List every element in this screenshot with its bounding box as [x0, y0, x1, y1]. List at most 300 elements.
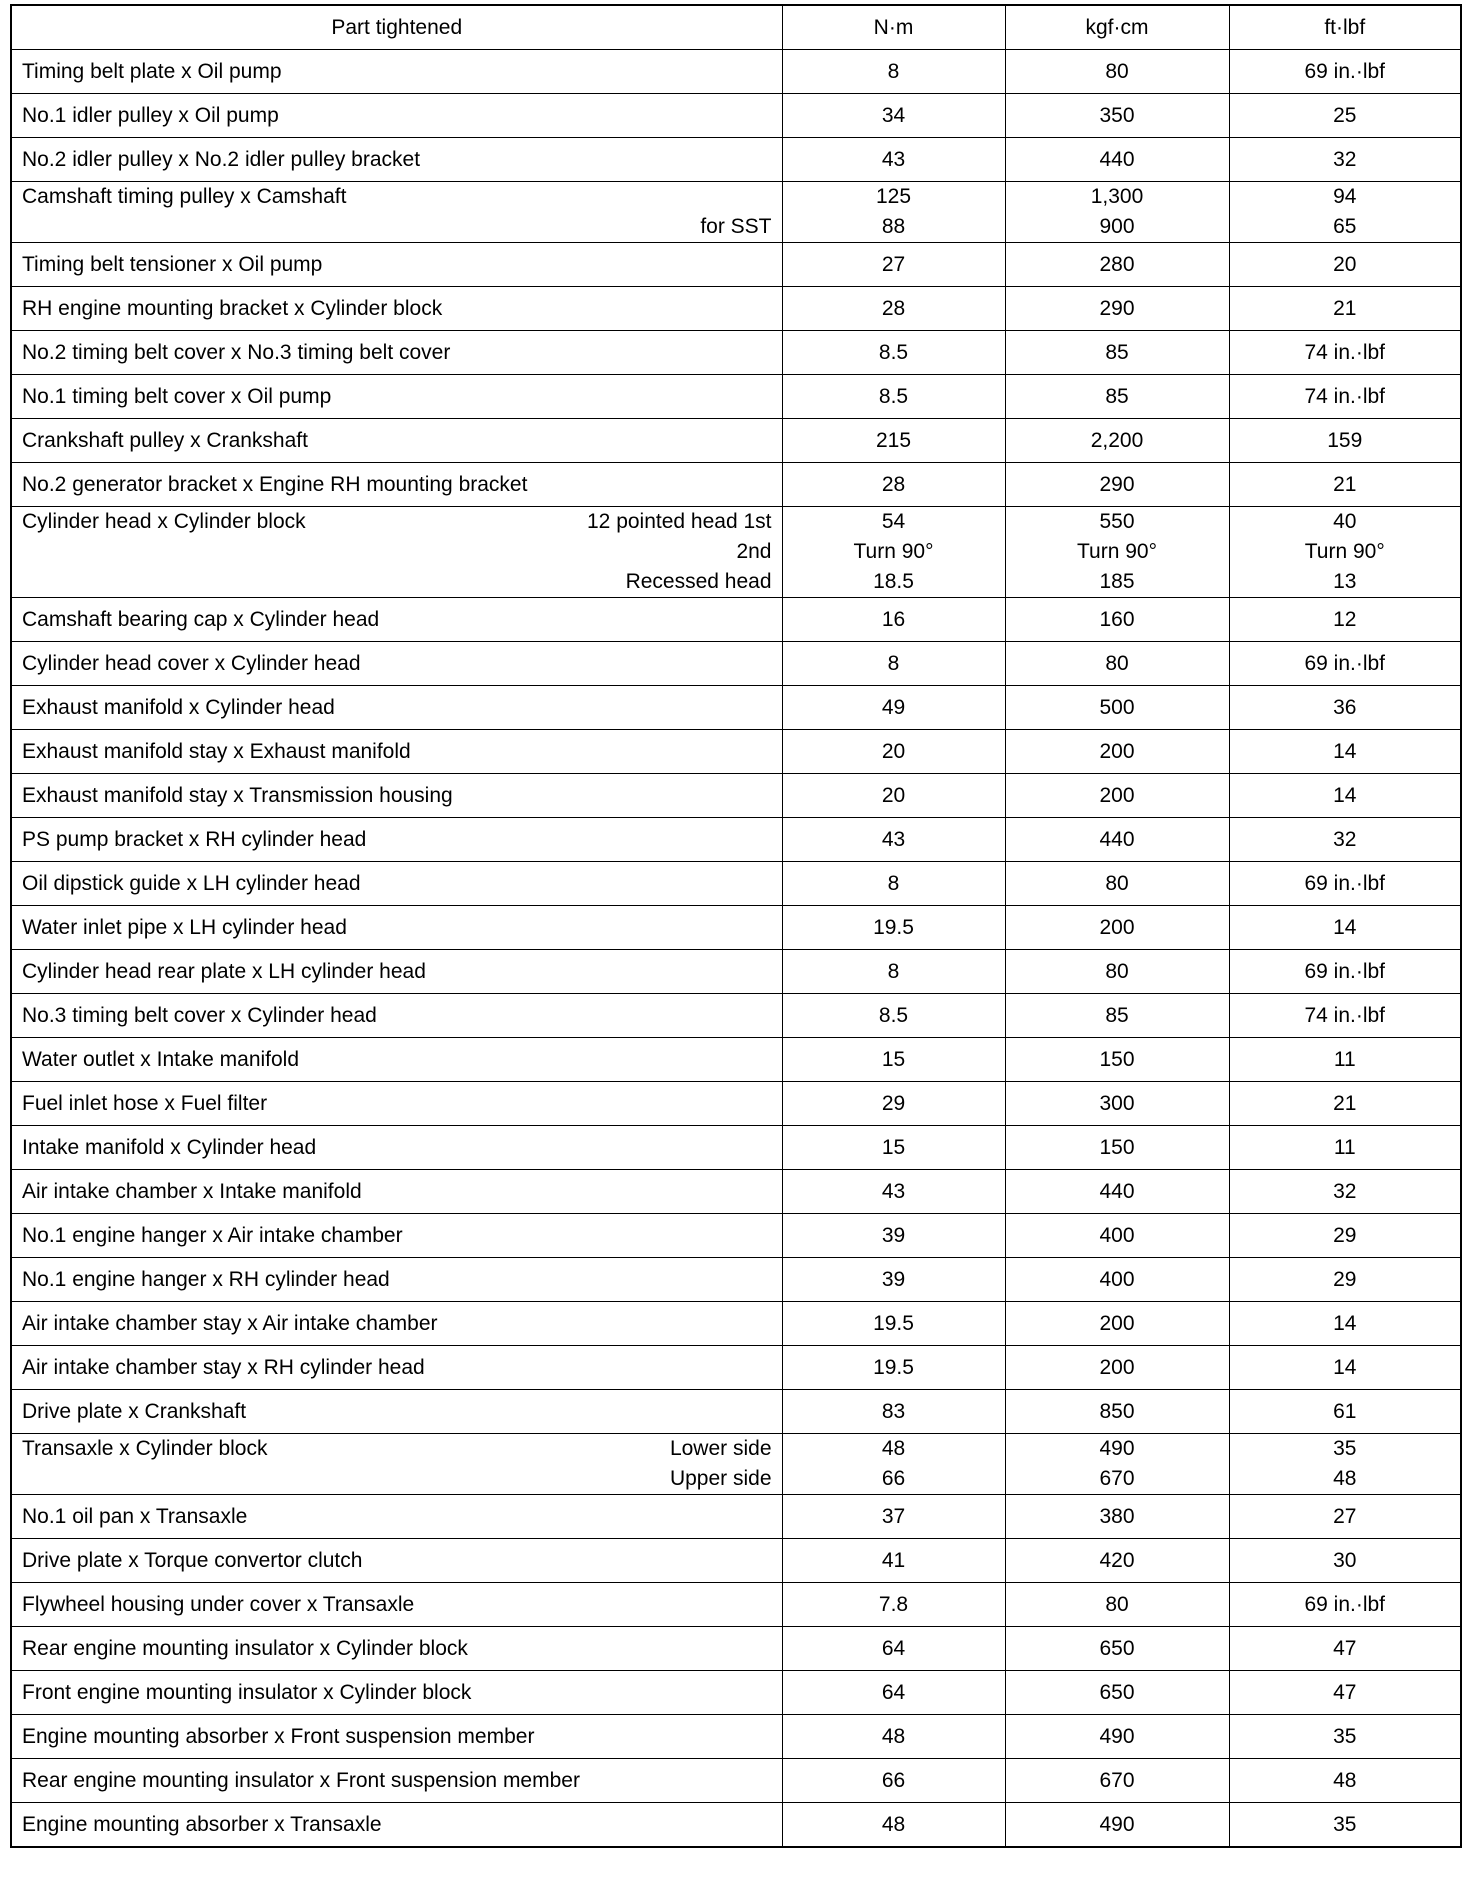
kgf-cm-value-cell [1005, 994, 1229, 1038]
nm-value-cell [782, 463, 1005, 507]
nm-value-cell [782, 1302, 1005, 1346]
table-row [11, 331, 1461, 375]
kgf-cm-value-cell [1005, 1583, 1229, 1627]
part-condition: Lower side [669, 1437, 772, 1460]
ft-lbf-value-cell [1229, 1803, 1461, 1848]
part-tightened-cell [11, 243, 782, 287]
nm-value: 41 [881, 1549, 906, 1572]
nm-value-cell [782, 1126, 1005, 1170]
kgf-cm-value: 500 [1099, 696, 1135, 719]
ft-lbf-value: 11 [1333, 1136, 1356, 1159]
ft-lbf-value: 21 [1333, 473, 1357, 496]
kgf-cm-value-cell [1005, 94, 1229, 138]
part-label: No.2 generator bracket x Engine RH mounting bracket [22, 473, 528, 496]
nm-value: 88 [881, 215, 906, 238]
part-tightened-cell [11, 50, 782, 94]
ft-lbf-value-cell [1229, 243, 1461, 287]
nm-value-cell [782, 243, 1005, 287]
nm-value: 215 [875, 429, 912, 452]
kgf-cm-value: 200 [1099, 740, 1135, 763]
nm-value-cell [782, 642, 1005, 686]
kgf-cm-value: 420 [1099, 1549, 1135, 1572]
nm-value: 48 [881, 1437, 906, 1460]
kgf-cm-value: 200 [1099, 784, 1135, 807]
ft-lbf-value-cell [1229, 730, 1461, 774]
table-row [11, 1302, 1461, 1346]
table-row [11, 818, 1461, 862]
ft-lbf-value: 47 [1333, 1681, 1357, 1704]
ft-lbf-value: 27 [1333, 1505, 1357, 1528]
part-label: No.2 timing belt cover x No.3 timing belt cover [22, 341, 451, 364]
part-label: Cylinder head rear plate x LH cylinder head [22, 960, 426, 983]
kgf-cm-value-cell [1005, 182, 1229, 243]
nm-value: Turn 90° [853, 540, 934, 563]
part-tightened-cell [11, 463, 782, 507]
kgf-cm-value-cell [1005, 906, 1229, 950]
nm-value-cell [782, 287, 1005, 331]
kgf-cm-value-cell [1005, 598, 1229, 642]
nm-value: 125 [875, 185, 912, 208]
table-row [11, 1082, 1461, 1126]
part-tightened-cell [11, 1759, 782, 1803]
ft-lbf-value: 35 [1333, 1813, 1357, 1836]
kgf-cm-value: 85 [1105, 1004, 1129, 1027]
kgf-cm-value: 80 [1105, 652, 1129, 675]
nm-value: 66 [881, 1769, 906, 1792]
table-row [11, 1170, 1461, 1214]
kgf-cm-value: 440 [1099, 1180, 1135, 1203]
table-row [11, 1715, 1461, 1759]
kgf-cm-value: 80 [1105, 1593, 1129, 1616]
ft-lbf-value: 65 [1333, 215, 1357, 238]
table-row [11, 862, 1461, 906]
part-label: No.1 engine hanger x Air intake chamber [22, 1224, 403, 1247]
table-row [11, 375, 1461, 419]
ft-lbf-value: 69 in.·lbf [1304, 652, 1386, 675]
part-line [22, 537, 772, 567]
part-label: Air intake chamber stay x Air intake chamber [22, 1312, 438, 1335]
table-row [11, 419, 1461, 463]
ft-lbf-value-cell [1229, 1302, 1461, 1346]
nm-value-cell [782, 950, 1005, 994]
part-tightened-cell [11, 331, 782, 375]
header-ft-lbf: ft·lbf [1229, 5, 1461, 50]
ft-lbf-value-cell [1229, 818, 1461, 862]
part-tightened-cell [11, 686, 782, 730]
nm-value: 7.8 [878, 1593, 909, 1616]
nm-value: 48 [881, 1813, 906, 1836]
kgf-cm-value-cell [1005, 243, 1229, 287]
kgf-cm-value: 185 [1099, 570, 1135, 593]
nm-value-cell [782, 686, 1005, 730]
kgf-cm-value-cell [1005, 287, 1229, 331]
kgf-cm-value-cell [1005, 419, 1229, 463]
part-label: Exhaust manifold x Cylinder head [22, 696, 335, 719]
kgf-cm-value-cell [1005, 1082, 1229, 1126]
nm-value-cell [782, 507, 1005, 598]
kgf-cm-value-cell [1005, 463, 1229, 507]
ft-lbf-value-cell [1229, 507, 1461, 598]
ft-lbf-value: 35 [1333, 1725, 1357, 1748]
kgf-cm-value: 350 [1099, 104, 1135, 127]
part-condition: Upper side [669, 1467, 772, 1490]
nm-value-cell [782, 138, 1005, 182]
table-row [11, 463, 1461, 507]
kgf-cm-value-cell [1005, 1627, 1229, 1671]
table-row [11, 730, 1461, 774]
ft-lbf-value: 20 [1333, 253, 1357, 276]
table-row [11, 1495, 1461, 1539]
part-label: Cylinder head cover x Cylinder head [22, 652, 361, 675]
part-tightened-cell [11, 1495, 782, 1539]
table-row [11, 1434, 1461, 1495]
table-row [11, 774, 1461, 818]
part-tightened-cell [11, 287, 782, 331]
kgf-cm-value-cell [1005, 950, 1229, 994]
kgf-cm-value: 85 [1105, 341, 1129, 364]
nm-value: 8 [887, 60, 900, 83]
part-label: PS pump bracket x RH cylinder head [22, 828, 367, 851]
nm-value-cell [782, 1346, 1005, 1390]
kgf-cm-value: 1,300 [1090, 185, 1144, 208]
kgf-cm-value-cell [1005, 818, 1229, 862]
nm-value-cell [782, 1671, 1005, 1715]
nm-value: 43 [881, 148, 906, 171]
part-label: No.2 idler pulley x No.2 idler pulley bracket [22, 148, 421, 171]
part-label: RH engine mounting bracket x Cylinder block [22, 297, 443, 320]
nm-value-cell [782, 1539, 1005, 1583]
kgf-cm-value-cell [1005, 331, 1229, 375]
ft-lbf-value: 21 [1333, 297, 1357, 320]
ft-lbf-value: 69 in.·lbf [1304, 960, 1386, 983]
nm-value: 8 [887, 652, 900, 675]
table-row [11, 1671, 1461, 1715]
table-row [11, 1038, 1461, 1082]
part-tightened-cell [11, 906, 782, 950]
torque-spec-table [10, 4, 1462, 1848]
ft-lbf-value: 74 in.·lbf [1304, 341, 1386, 364]
part-label: Crankshaft pulley x Crankshaft [22, 429, 308, 452]
header-nm: N·m [782, 5, 1005, 50]
nm-value: 15 [881, 1136, 906, 1159]
ft-lbf-value: 74 in.·lbf [1304, 385, 1386, 408]
table-row [11, 1258, 1461, 1302]
kgf-cm-value-cell [1005, 1258, 1229, 1302]
ft-lbf-value: 11 [1333, 1048, 1356, 1071]
nm-value: 20 [881, 740, 906, 763]
part-label: Front engine mounting insulator x Cylinder block [22, 1681, 472, 1704]
table-row [11, 1583, 1461, 1627]
ft-lbf-value: 74 in.·lbf [1304, 1004, 1386, 1027]
part-label: Rear engine mounting insulator x Front suspension member [22, 1769, 580, 1792]
kgf-cm-value-cell [1005, 1715, 1229, 1759]
nm-value: 34 [881, 104, 906, 127]
ft-lbf-value: 40 [1333, 510, 1357, 533]
table-row [11, 642, 1461, 686]
part-label: Cylinder head x Cylinder block [22, 510, 306, 533]
table-row [11, 50, 1461, 94]
kgf-cm-value: 160 [1099, 608, 1135, 631]
ft-lbf-value-cell [1229, 1082, 1461, 1126]
nm-value: 83 [881, 1400, 906, 1423]
kgf-cm-value: 550 [1099, 510, 1135, 533]
nm-value-cell [782, 774, 1005, 818]
nm-value: 15 [881, 1048, 906, 1071]
header-part-tightened: Part tightened [11, 5, 782, 50]
nm-value-cell [782, 94, 1005, 138]
ft-lbf-value: 159 [1327, 429, 1363, 452]
nm-value-cell [782, 375, 1005, 419]
ft-lbf-value-cell [1229, 1214, 1461, 1258]
part-condition: 2nd [736, 540, 772, 563]
ft-lbf-value-cell [1229, 419, 1461, 463]
ft-lbf-value: Turn 90° [1304, 540, 1385, 563]
nm-value: 43 [881, 1180, 906, 1203]
ft-lbf-value-cell [1229, 1715, 1461, 1759]
nm-value-cell [782, 1583, 1005, 1627]
kgf-cm-value: 280 [1099, 253, 1135, 276]
nm-value-cell [782, 598, 1005, 642]
kgf-cm-value: 200 [1099, 916, 1135, 939]
part-tightened-cell [11, 642, 782, 686]
nm-value: 43 [881, 828, 906, 851]
ft-lbf-value-cell [1229, 50, 1461, 94]
nm-value-cell [782, 1803, 1005, 1848]
kgf-cm-value: 380 [1099, 1505, 1135, 1528]
kgf-cm-value: 150 [1099, 1136, 1135, 1159]
table-row [11, 686, 1461, 730]
ft-lbf-value: 29 [1333, 1224, 1357, 1247]
part-label: Flywheel housing under cover x Transaxle [22, 1593, 415, 1616]
part-tightened-cell [11, 1434, 782, 1495]
part-label: Exhaust manifold stay x Transmission housing [22, 784, 453, 807]
ft-lbf-value-cell [1229, 1627, 1461, 1671]
kgf-cm-value-cell [1005, 50, 1229, 94]
table-row [11, 507, 1461, 598]
part-tightened-cell [11, 1671, 782, 1715]
nm-value-cell [782, 994, 1005, 1038]
part-line [22, 212, 772, 242]
part-tightened-cell [11, 1126, 782, 1170]
part-label: No.1 engine hanger x RH cylinder head [22, 1268, 390, 1291]
table-row [11, 182, 1461, 243]
part-tightened-cell [11, 774, 782, 818]
part-tightened-cell [11, 138, 782, 182]
ft-lbf-value: 48 [1333, 1769, 1357, 1792]
nm-value-cell [782, 1082, 1005, 1126]
part-condition: for SST [700, 215, 772, 238]
table-row [11, 1214, 1461, 1258]
part-label: Intake manifold x Cylinder head [22, 1136, 317, 1159]
part-label: Water outlet x Intake manifold [22, 1048, 300, 1071]
kgf-cm-value-cell [1005, 507, 1229, 598]
kgf-cm-value: 290 [1099, 473, 1135, 496]
part-tightened-cell [11, 818, 782, 862]
ft-lbf-value-cell [1229, 598, 1461, 642]
ft-lbf-value-cell [1229, 1495, 1461, 1539]
table-row [11, 138, 1461, 182]
kgf-cm-value: 80 [1105, 872, 1129, 895]
part-label: No.1 idler pulley x Oil pump [22, 104, 279, 127]
nm-value-cell [782, 1038, 1005, 1082]
nm-value-cell [782, 818, 1005, 862]
ft-lbf-value-cell [1229, 182, 1461, 243]
ft-lbf-value-cell [1229, 94, 1461, 138]
kgf-cm-value-cell [1005, 730, 1229, 774]
part-line [22, 1464, 772, 1494]
nm-value-cell [782, 862, 1005, 906]
nm-value: 28 [881, 297, 906, 320]
nm-value: 48 [881, 1725, 906, 1748]
part-tightened-cell [11, 1627, 782, 1671]
ft-lbf-value: 30 [1333, 1549, 1357, 1572]
part-label: Exhaust manifold stay x Exhaust manifold [22, 740, 411, 763]
kgf-cm-value: 150 [1099, 1048, 1135, 1071]
kgf-cm-value: 440 [1099, 148, 1135, 171]
ft-lbf-value: 35 [1333, 1437, 1357, 1460]
ft-lbf-value: 69 in.·lbf [1304, 60, 1386, 83]
part-tightened-cell [11, 1715, 782, 1759]
nm-value: 8.5 [878, 385, 909, 408]
kgf-cm-value-cell [1005, 1671, 1229, 1715]
part-tightened-cell [11, 94, 782, 138]
ft-lbf-value-cell [1229, 1539, 1461, 1583]
kgf-cm-value: 200 [1099, 1312, 1135, 1335]
nm-value: 19.5 [873, 1356, 914, 1379]
ft-lbf-value-cell [1229, 331, 1461, 375]
kgf-cm-value-cell [1005, 1434, 1229, 1495]
kgf-cm-value: 490 [1099, 1725, 1135, 1748]
part-label: Rear engine mounting insulator x Cylinder block [22, 1637, 468, 1660]
ft-lbf-value: 61 [1333, 1400, 1357, 1423]
part-condition: Recessed head [625, 570, 772, 593]
nm-value: 18.5 [873, 570, 914, 593]
ft-lbf-value-cell [1229, 1038, 1461, 1082]
nm-value-cell [782, 1715, 1005, 1759]
kgf-cm-value: 670 [1099, 1467, 1135, 1490]
kgf-cm-value-cell [1005, 1214, 1229, 1258]
nm-value-cell [782, 1434, 1005, 1495]
kgf-cm-value-cell [1005, 1495, 1229, 1539]
part-tightened-cell [11, 1803, 782, 1848]
ft-lbf-value-cell [1229, 642, 1461, 686]
nm-value: 49 [881, 696, 906, 719]
ft-lbf-value: 94 [1333, 185, 1357, 208]
nm-value: 8.5 [878, 1004, 909, 1027]
kgf-cm-value: 80 [1105, 60, 1129, 83]
part-label: Air intake chamber x Intake manifold [22, 1180, 362, 1203]
part-label: Drive plate x Torque convertor clutch [22, 1549, 363, 1572]
ft-lbf-value-cell [1229, 862, 1461, 906]
kgf-cm-value-cell [1005, 1038, 1229, 1082]
kgf-cm-value: 490 [1099, 1437, 1135, 1460]
kgf-cm-value: 650 [1099, 1637, 1135, 1660]
kgf-cm-value: 490 [1099, 1813, 1135, 1836]
kgf-cm-value-cell [1005, 1126, 1229, 1170]
table-row [11, 950, 1461, 994]
nm-value-cell [782, 906, 1005, 950]
ft-lbf-value-cell [1229, 1583, 1461, 1627]
table-row [11, 1126, 1461, 1170]
part-label: Drive plate x Crankshaft [22, 1400, 247, 1423]
kgf-cm-value-cell [1005, 1803, 1229, 1848]
nm-value: 39 [881, 1268, 906, 1291]
nm-value-cell [782, 1258, 1005, 1302]
kgf-cm-value: 440 [1099, 828, 1135, 851]
ft-lbf-value-cell [1229, 1170, 1461, 1214]
ft-lbf-value: 29 [1333, 1268, 1357, 1291]
nm-value-cell [782, 331, 1005, 375]
ft-lbf-value-cell [1229, 1126, 1461, 1170]
ft-lbf-value: 32 [1333, 828, 1357, 851]
table-row [11, 1627, 1461, 1671]
nm-value-cell [782, 1759, 1005, 1803]
part-label: No.3 timing belt cover x Cylinder head [22, 1004, 377, 1027]
ft-lbf-value: 12 [1333, 608, 1357, 631]
ft-lbf-value: 32 [1333, 1180, 1357, 1203]
table-body [11, 50, 1461, 1848]
table-row [11, 1390, 1461, 1434]
ft-lbf-value-cell [1229, 287, 1461, 331]
part-tightened-cell [11, 1038, 782, 1082]
nm-value-cell [782, 1390, 1005, 1434]
table-row [11, 1539, 1461, 1583]
ft-lbf-value-cell [1229, 1434, 1461, 1495]
ft-lbf-value-cell [1229, 906, 1461, 950]
kgf-cm-value: Turn 90° [1077, 540, 1157, 563]
part-line [22, 507, 772, 537]
nm-value-cell [782, 730, 1005, 774]
table-row [11, 287, 1461, 331]
ft-lbf-value: 14 [1333, 1356, 1357, 1379]
part-label: No.1 oil pan x Transaxle [22, 1505, 248, 1528]
nm-value-cell [782, 1495, 1005, 1539]
kgf-cm-value-cell [1005, 1302, 1229, 1346]
kgf-cm-value-cell [1005, 1390, 1229, 1434]
part-tightened-cell [11, 1170, 782, 1214]
part-line [22, 182, 772, 212]
header-kgf-cm: kgf·cm [1005, 5, 1229, 50]
nm-value: 66 [881, 1467, 906, 1490]
table-header-row [11, 5, 1461, 50]
nm-value: 27 [881, 253, 906, 276]
kgf-cm-value-cell [1005, 1346, 1229, 1390]
part-tightened-cell [11, 1346, 782, 1390]
kgf-cm-value: 85 [1105, 385, 1129, 408]
nm-value: 28 [881, 473, 906, 496]
nm-value: 20 [881, 784, 906, 807]
ft-lbf-value-cell [1229, 774, 1461, 818]
part-tightened-cell [11, 950, 782, 994]
table-row [11, 598, 1461, 642]
part-tightened-cell [11, 182, 782, 243]
ft-lbf-value: 13 [1333, 570, 1357, 593]
kgf-cm-value: 80 [1105, 960, 1129, 983]
table-row [11, 243, 1461, 287]
nm-value: 19.5 [873, 1312, 914, 1335]
nm-value: 64 [881, 1637, 906, 1660]
kgf-cm-value-cell [1005, 862, 1229, 906]
part-tightened-cell [11, 1258, 782, 1302]
ft-lbf-value-cell [1229, 1346, 1461, 1390]
kgf-cm-value: 300 [1099, 1092, 1135, 1115]
nm-value: 8.5 [878, 341, 909, 364]
ft-lbf-value: 21 [1333, 1092, 1357, 1115]
kgf-cm-value-cell [1005, 642, 1229, 686]
ft-lbf-value-cell [1229, 463, 1461, 507]
kgf-cm-value-cell [1005, 1759, 1229, 1803]
part-tightened-cell [11, 598, 782, 642]
